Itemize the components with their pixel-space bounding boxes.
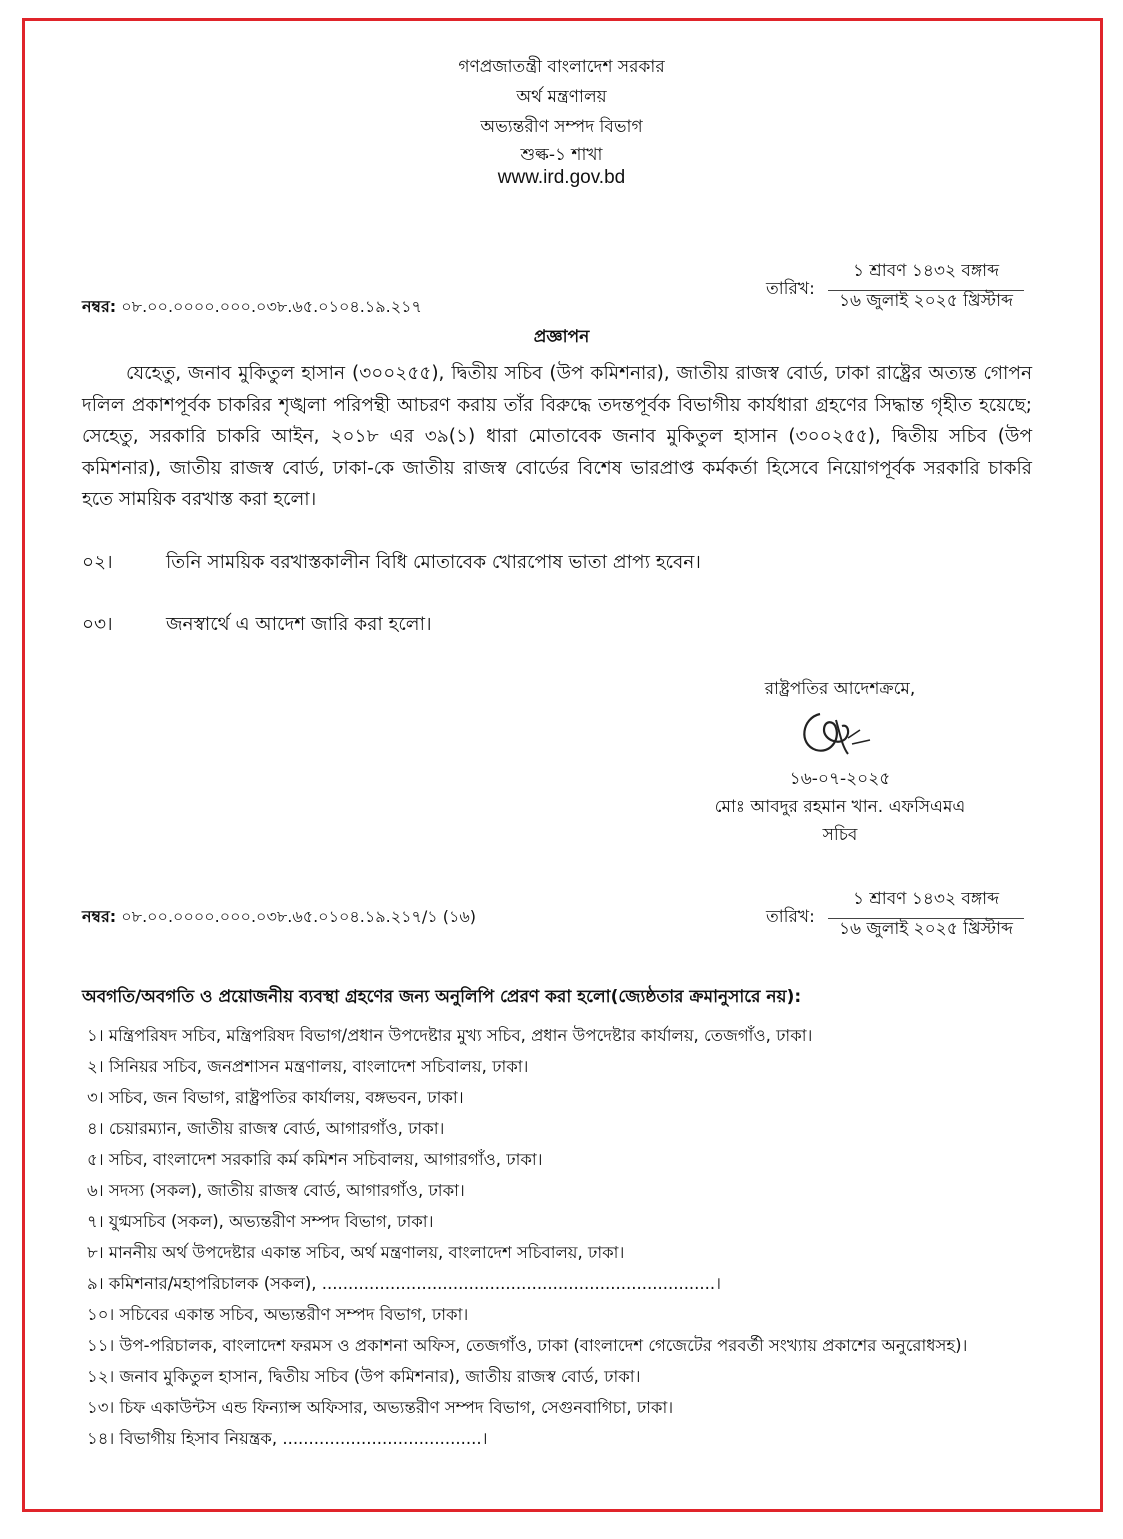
distribution-item: ৪। চেয়ারম্যান, জাতীয় রাজস্ব বোর্ড, আগারগাঁও, ঢাকা।	[87, 1119, 445, 1138]
date-bangla: ১ শ্রাবণ ১৪৩২ বঙ্গাব্দ	[828, 258, 1024, 291]
distribution-item: ১৪। বিভাগীয় হিসাব নিয়ন্ত্রক, ......................................।	[87, 1429, 488, 1448]
memo-number-label: নম্বর:	[82, 297, 117, 316]
date-label: তারিখ:	[766, 279, 815, 299]
letterhead-government: গণপ্রজাতন্ত্রী বাংলাদেশ সরকার	[458, 57, 665, 77]
memo-date-1	[766, 258, 1026, 318]
distribution-heading: অবগতি/অবগতি ও প্রয়োজনীয় ব্যবস্থা গ্রহণের জন্য অনুলিপি প্রেরণ করা হলো(জ্যেষ্ঠতার ক্রমানুসারে নয়):	[82, 987, 802, 1007]
signature-date: ১৬-০৭-২০২৫	[789, 769, 891, 789]
distribution-item: ৯। কমিশনার/মহাপরিচালক (সকল), ...........................................................................।	[87, 1274, 722, 1293]
memo-number-label: নম্বর:	[82, 907, 117, 926]
order-line: রাষ্ট্রপতির আদেশক্রমে,	[764, 679, 916, 699]
distribution-item: ১০। সচিবের একান্ত সচিব, অভ্যন্তরীণ সম্পদ বিভাগ, ঢাকা।	[87, 1305, 469, 1324]
distribution-item: ১৩। চিফ একাউন্টস এন্ড ফিন্যান্স অফিসার, অভ্যন্তরীণ সম্পদ বিভাগ, সেগুনবাগিচা, ঢাকা।	[87, 1398, 674, 1417]
date-label: তারিখ:	[766, 907, 815, 927]
memo-number-value: ০৮.০০.০০০০.০০০.০৩৮.৬৫.০১০৪.১৯.২১৭/১ (১৬)	[121, 907, 477, 926]
letterhead-branch: শুল্ক-১ শাখা	[520, 145, 603, 165]
document-title: প্রজ্ঞাপন	[533, 327, 590, 347]
distribution-item: ৫। সচিব, বাংলাদেশ সরকারি কর্ম কমিশন সচিবালয়, আগারগাঁও, ঢাকা।	[87, 1150, 543, 1169]
distribution-item: ১২। জনাব মুকিতুল হাসান, দ্বিতীয় সচিব (উপ কমিশনার), জাতীয় রাজস্ব বোর্ড, ঢাকা।	[87, 1367, 641, 1386]
signatory-designation: সচিব	[822, 825, 858, 845]
item-text: তিনি সাময়িক বরখাস্তকালীন বিধি মোতাবেক খোরপোষ ভাতা প্রাপ্য হবেন।	[166, 552, 701, 573]
distribution-item: ৩। সচিব, জন বিভাগ, রাষ্ট্রপতির কার্যালয়, বঙ্গভবন, ঢাকা।	[87, 1088, 464, 1107]
distribution-item: ৬। সদস্য (সকল), জাতীয় রাজস্ব বোর্ড, আগারগাঁও, ঢাকা।	[87, 1181, 465, 1200]
handwritten-signature	[790, 702, 890, 762]
body-paragraph-1: যেহেতু, জনাব মুকিতুল হাসান (৩০০২৫৫), দ্বিতীয় সচিব (উপ কমিশনার), জাতীয় রাজস্ব বোর্ড, ঢাকা রাষ্ট্রের অত্যন্ত গোপন দলিল প্রকাশপূর্বক চাকরির শৃঙ্খলা পরিপন্থী আচরণ করায় তাঁর বিরুদ্ধে তদন্তপূর্বক বিভাগীয় কার্যধারা গ্রহণের সিদ্ধান্ত গৃহীত হয়েছে; সেহেতু, সরকারি চাকরি আইন, ২০১৮ এর ৩৯(১) ধারা মোতাবেক জনাব মুকিতুল হাসান (৩০০২৫৫), দ্বিতীয় সচিব (উপ কমিশনার), জাতীয় রাজস্ব বোর্ড, ঢাকা-কে জাতীয় রাজস্ব বোর্ডের বিশেষ ভারপ্রাপ্ত কর্মকর্তা হিসেবে নিয়োগপূর্বক সরকারি চাকরি হতে সাময়িক বরখাস্ত করা হলো।	[82, 363, 1032, 510]
item-text: জনস্বার্থে এ আদেশ জারি করা হলো।	[166, 614, 432, 635]
distribution-list	[82, 984, 1042, 1454]
letterhead-website[interactable]: www.ird.gov.bd	[497, 167, 626, 188]
distribution-item: ৭। যুগ্মসচিব (সকল), অভ্যন্তরীণ সম্পদ বিভাগ, ঢাকা।	[87, 1212, 434, 1231]
memo-number-2	[82, 904, 476, 931]
date-gregorian: ১৬ জুলাই ২০২৫ খ্রিস্টাব্দ	[839, 291, 1013, 311]
body-item-2	[82, 548, 701, 579]
memo-date-2	[766, 886, 1026, 946]
body-item-3	[82, 610, 432, 641]
memo-number-1	[82, 294, 422, 321]
distribution-item: ১। মন্ত্রিপরিষদ সচিব, মন্ত্রিপরিষদ বিভাগ/প্রধান উপদেষ্টার মুখ্য সচিব, প্রধান উপদেষ্টার কার্যালয়, তেজগাঁও, ঢাকা।	[87, 1026, 813, 1045]
date-gregorian: ১৬ জুলাই ২০২৫ খ্রিস্টাব্দ	[839, 919, 1013, 939]
item-number: ০২।	[82, 552, 113, 573]
distribution-item: ৮। মাননীয় অর্থ উপদেষ্টার একান্ত সচিব, অর্থ মন্ত্রণালয়, বাংলাদেশ সচিবালয়, ঢাকা।	[87, 1243, 625, 1262]
letterhead-ministry: অর্থ মন্ত্রণালয়	[516, 87, 607, 107]
signatory-name: মোঃ আবদুর রহমান খান. এফসিএমএ	[714, 797, 966, 817]
date-bangla: ১ শ্রাবণ ১৪৩২ বঙ্গাব্দ	[828, 886, 1024, 919]
letterhead-division: অভ্যন্তরীণ সম্পদ বিভাগ	[480, 117, 643, 137]
distribution-item: ২। সিনিয়র সচিব, জনপ্রশাসন মন্ত্রণালয়, বাংলাদেশ সচিবালয়, ঢাকা।	[87, 1057, 529, 1076]
item-number: ০৩।	[82, 614, 113, 635]
memo-number-value: ০৮.০০.০০০০.০০০.০৩৮.৬৫.০১০৪.১৯.২১৭	[121, 297, 422, 316]
distribution-item: ১১। উপ-পরিচালক, বাংলাদেশ ফরমস ও প্রকাশনা অফিস, তেজগাঁও, ঢাকা (বাংলাদেশ গেজেটের পরবর্তী সংখ্যায় প্রকাশের অনুরোধসহ)।	[87, 1336, 968, 1355]
